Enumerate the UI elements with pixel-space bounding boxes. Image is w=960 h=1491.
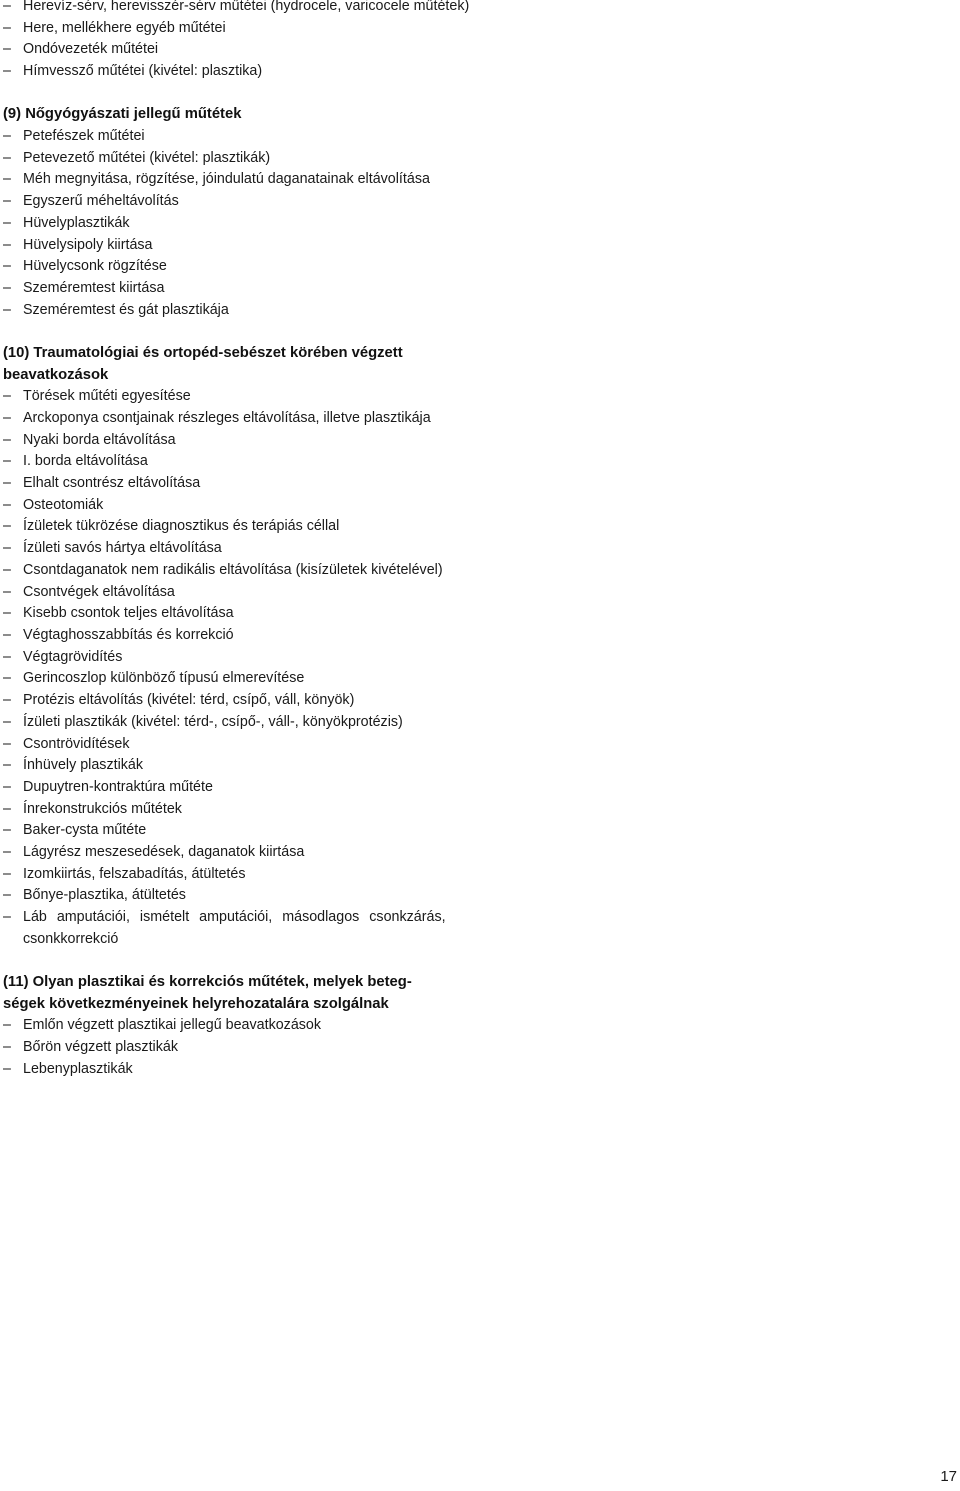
list-item: [3, 864, 455, 886]
dash: –: [3, 19, 11, 36]
text-column: [3, 0, 470, 1081]
list-item: [3, 668, 455, 690]
list-item-text: Nyaki borda eltávolítása: [23, 431, 176, 448]
section-11-heading: [3, 972, 455, 1015]
list-item: [3, 61, 455, 83]
section-10-heading-line-2: beavatkozások: [3, 366, 109, 383]
section-10-heading: [3, 343, 455, 386]
list-item: [3, 300, 455, 322]
dash: –: [3, 887, 11, 904]
list-item-text: Izomkiirtás, felszabadítás, átültetés: [23, 865, 246, 882]
dash: –: [3, 822, 11, 839]
list-item: [3, 538, 455, 560]
section-10-heading-line-1: (10) Traumatológiai és ortopéd-sebészet körében végzett: [3, 344, 403, 361]
list-item-text-line-2: csonkkorrekció: [23, 930, 119, 947]
list-item-text-line-1: Láb amputációi, ismételt amputációi, másodlagos csonkzárás,: [23, 909, 446, 926]
list-item-text: Csontdaganatok nem radikális eltávolítása (kisízületek kivételével): [23, 561, 443, 578]
list-item: [3, 907, 455, 950]
dash: –: [3, 735, 11, 752]
dash: –: [3, 258, 11, 275]
list-item: [3, 169, 455, 191]
dash: –: [3, 800, 11, 817]
list-item: [3, 191, 455, 213]
dash: –: [3, 236, 11, 253]
list-item-text: Kisebb csontok teljes eltávolítása: [23, 605, 234, 622]
list-item-text: Szeméremtest kiirtása: [23, 279, 165, 296]
dash: –: [3, 475, 11, 492]
list-item-text: Ízületi savós hártya eltávolítása: [23, 540, 222, 557]
page-number: 17: [940, 1468, 957, 1485]
list-item: [3, 1059, 455, 1081]
list-item: [3, 451, 455, 473]
list-item-text: Csontrövidítések: [23, 735, 130, 752]
list-item: [3, 278, 455, 300]
list-item: [3, 0, 470, 18]
dash: –: [3, 909, 11, 926]
dash: –: [3, 605, 11, 622]
list-item-text: Hüvelysipoly kiirtása: [23, 236, 153, 253]
list-item-text: Végtagrövidítés: [23, 648, 123, 665]
list-item: [3, 690, 455, 712]
dash: –: [3, 692, 11, 709]
dash: –: [3, 431, 11, 448]
dash: –: [3, 713, 11, 730]
list-item: [3, 148, 455, 170]
dash: –: [3, 453, 11, 470]
list-item-text: Petefészek műtétei: [23, 128, 145, 145]
dash: –: [3, 518, 11, 535]
dash: –: [3, 561, 11, 578]
list-item-text: Ínrekonstrukciós műtétek: [23, 800, 182, 817]
dash: –: [3, 757, 11, 774]
list-item: [3, 235, 455, 257]
list-item-text: Here, mellékhere egyéb műtétei: [23, 19, 226, 36]
list-item: [3, 126, 455, 148]
list-item: [3, 1015, 455, 1037]
section-11-heading-line-2: ségek következményeinek helyrehozatalára szolgálnak: [3, 995, 389, 1012]
list-item: [3, 625, 455, 647]
list-item-text: Végtaghosszabbítás és korrekció: [23, 626, 234, 643]
list-item-text: Gerincoszlop különböző típusú elmerevítése: [23, 670, 305, 687]
list-item-text: Dupuytren-kontraktúra műtéte: [23, 778, 213, 795]
dash: –: [3, 279, 11, 296]
dash: –: [3, 626, 11, 643]
list-item-text: Emlőn végzett plasztikai jellegű beavatkozások: [23, 1017, 322, 1034]
list-item-text: Ízületi plasztikák (kivétel: térd-, csípő-, váll-, könyökprotézis): [23, 713, 403, 730]
list-item: [3, 885, 455, 907]
list-item-text: Hímvessző műtétei (kivétel: plasztika): [23, 63, 263, 80]
list-item: [3, 734, 455, 756]
section-11-heading-line-1: (11) Olyan plasztikai és korrekciós műtétek, melyek beteg-: [3, 974, 412, 991]
list-item-text: Csontvégek eltávolítása: [23, 583, 175, 600]
dash: –: [3, 844, 11, 861]
list-item: [3, 647, 455, 669]
list-item: [3, 560, 455, 582]
list-item-text: Ondóvezeték műtétei: [23, 41, 159, 58]
list-item: [3, 516, 455, 538]
list-item-text: Osteotomiák: [23, 496, 104, 513]
dash: –: [3, 865, 11, 882]
list-item-text: Arckoponya csontjainak részleges eltávolítása, illetve plasztikája: [23, 409, 431, 426]
list-item: [3, 777, 455, 799]
section-11: [3, 972, 455, 1081]
list-item: [3, 1037, 455, 1059]
dash: –: [3, 214, 11, 231]
list-item-text: Lágyrész meszesedések, daganatok kiirtása: [23, 844, 305, 861]
dash: –: [3, 128, 11, 145]
dash: –: [3, 41, 11, 58]
dash: –: [3, 193, 11, 210]
list-item-text: Bőnye-plasztika, átültetés: [23, 887, 186, 904]
list-item-text: Hüvelycsonk rögzítése: [23, 258, 167, 275]
dash: –: [3, 1060, 11, 1077]
intro-list: [3, 0, 470, 83]
dash: –: [3, 583, 11, 600]
list-item-text: Ínhüvely plasztikák: [23, 757, 143, 774]
list-item-text: Hüvelyplasztikák: [23, 214, 130, 231]
list-item: [3, 712, 455, 734]
list-item: [3, 582, 455, 604]
list-item: [3, 755, 455, 777]
list-item: [3, 842, 455, 864]
section-9-heading: (9) Nőgyógyászati jellegű műtétek: [3, 106, 242, 123]
dash: –: [3, 63, 11, 80]
list-item-text: Herevíz-sérv, herevisszér-sérv műtétei (hydrocele, varicocele műtétek): [23, 0, 470, 14]
list-item: [3, 39, 455, 61]
dash: –: [3, 388, 11, 405]
list-item-text: Protézis eltávolítás (kivétel: térd, csípő, váll, könyök): [23, 692, 355, 709]
dash: –: [3, 778, 11, 795]
dash: –: [3, 648, 11, 665]
dash: –: [3, 171, 11, 188]
list-item-text: Bőrön végzett plasztikák: [23, 1039, 178, 1056]
list-item-text: Lebenyplasztikák: [23, 1060, 133, 1077]
dash: –: [3, 409, 11, 426]
dash: –: [3, 496, 11, 513]
list-item-text: Szeméremtest és gát plasztikája: [23, 301, 229, 318]
list-item-text: I. borda eltávolítása: [23, 453, 148, 470]
list-item-text: Petevezető műtétei (kivétel: plasztikák): [23, 149, 271, 166]
list-item-text: Törések műtéti egyesítése: [23, 388, 191, 405]
list-item-text: Méh megnyitása, rögzítése, jóindulatú daganatainak eltávolítása: [23, 171, 430, 188]
list-item: [3, 430, 455, 452]
list-item: [3, 213, 455, 235]
list-item: [3, 820, 455, 842]
list-item-text: Baker-cysta műtéte: [23, 822, 147, 839]
list-item-text: Ízületek tükrözése diagnosztikus és terápiás céllal: [23, 518, 340, 535]
list-item: [3, 495, 455, 517]
dash: –: [3, 301, 11, 318]
dash: –: [3, 1017, 11, 1034]
list-item: [3, 386, 455, 408]
list-item: [3, 408, 455, 430]
list-item: [3, 603, 455, 625]
dash: –: [3, 540, 11, 557]
list-item: [3, 18, 455, 40]
list-item-text: Egyszerű méheltávolítás: [23, 193, 179, 210]
dash: –: [3, 0, 11, 14]
list-item-text: Elhalt csontrész eltávolítása: [23, 475, 201, 492]
dash: –: [3, 670, 11, 687]
list-item: [3, 799, 455, 821]
dash: –: [3, 149, 11, 166]
list-item: [3, 256, 455, 278]
list-item: [3, 473, 455, 495]
dash: –: [3, 1039, 11, 1056]
section-9: [3, 104, 455, 321]
section-10: [3, 343, 455, 951]
